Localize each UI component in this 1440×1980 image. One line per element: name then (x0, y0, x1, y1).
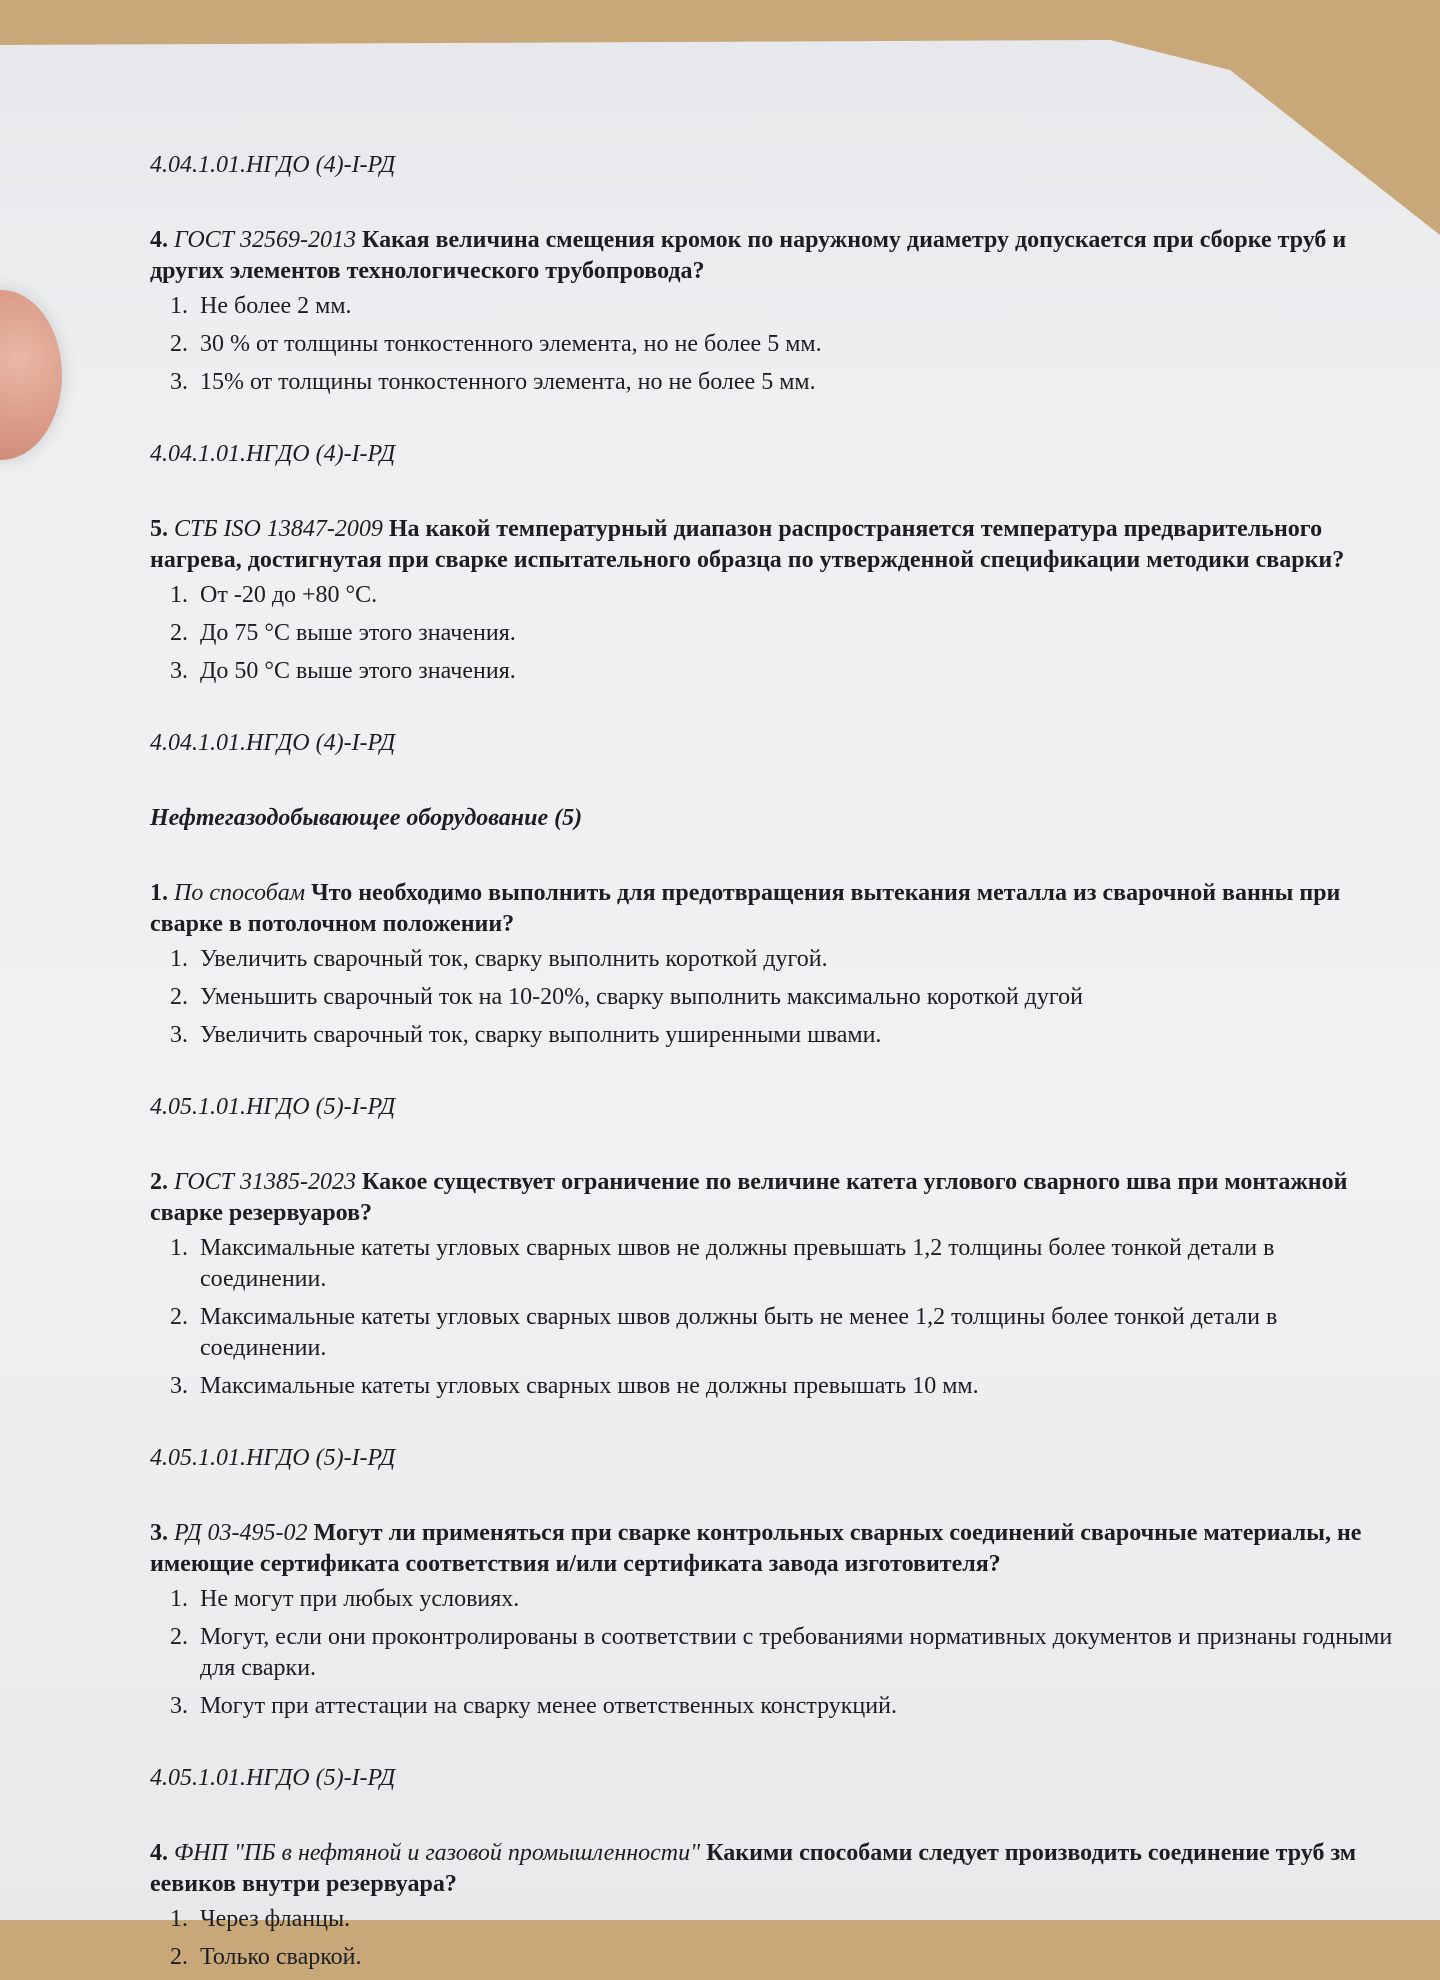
answer-item (150, 618, 1400, 649)
question-text (150, 1838, 1400, 1900)
answer-text: Только сваркой. (200, 1944, 362, 1970)
answer-number: 2. (170, 620, 188, 646)
answer-item (150, 1584, 1400, 1615)
question-body: Могут ли применяться при сварке контрольных сварных соединений сварочные материалы, не имеющие сертификата соответствия и/или сертификата завода изготовителя? (150, 1520, 1362, 1577)
question-text (150, 1518, 1400, 1580)
question-source: ГОСТ 31385-2023 (174, 1169, 357, 1195)
question-code: 4.04.1.01.НГДО (4)-I-РД (150, 730, 396, 756)
question-code: 4.04.1.01.НГДО (4)-I-РД (150, 441, 396, 467)
answer-number: 2. (170, 984, 188, 1010)
answer-number: 3. (170, 1373, 188, 1399)
question-number: 2. (150, 1169, 168, 1195)
answer-text: Увеличить сварочный ток, сварку выполнить короткой дугой. (200, 946, 828, 972)
answer-text: 15% от толщины тонкостенного элемента, но не более 5 мм. (200, 369, 816, 395)
question-block (150, 1167, 1400, 1474)
question-text (150, 514, 1400, 576)
question-body: Что необходимо выполнить для предотвращения вытекания металла из сварочной ванны при сварке в потолочном положении? (150, 880, 1341, 937)
answer-number: 1. (170, 1906, 188, 1932)
answer-item (150, 329, 1400, 360)
question-block (150, 1518, 1400, 1794)
answer-item (150, 1020, 1400, 1051)
answer-text: До 50 °С выше этого значения. (200, 658, 516, 684)
answer-item (150, 1371, 1400, 1402)
question-block (150, 878, 1400, 1123)
question-code: 4.04.1.01.НГДО (4)-I-РД (150, 152, 396, 178)
answer-number: 3. (170, 369, 188, 395)
question-code: 4.05.1.01.НГДО (5)-I-РД (150, 1445, 396, 1471)
answer-item (150, 580, 1400, 611)
answer-text: Максимальные катеты угловых сварных швов не должны превышать 1,2 толщины более тонкой детали в соединении. (200, 1235, 1275, 1292)
answer-text: Не более 2 мм. (200, 293, 352, 319)
question-block (150, 225, 1400, 470)
question-code: 4.05.1.01.НГДО (5)-I-РД (150, 1765, 396, 1791)
answer-number: 1. (170, 582, 188, 608)
answer-item (150, 944, 1400, 975)
answer-number: 1. (170, 946, 188, 972)
answer-item (150, 1302, 1400, 1364)
answer-text: Не могут при любых условиях. (200, 1586, 520, 1612)
answer-number: 1. (170, 1235, 188, 1261)
question-body: Какими способами следует производить соединение труб зм еевиков внутри резервуара? (150, 1840, 1357, 1897)
answer-number: 1. (170, 1586, 188, 1612)
question-code: 4.05.1.01.НГДО (5)-I-РД (150, 1094, 396, 1120)
answer-text: Уменьшить сварочный ток на 10-20%, сварку выполнить максимально короткой дугой (200, 984, 1083, 1010)
answer-item (150, 656, 1400, 687)
document-content (150, 150, 1400, 1980)
answer-item (150, 1942, 1400, 1973)
question-body: Какая величина смещения кромок по наружному диаметру допускается при сборке труб и других элементов технологического трубопровода? (150, 227, 1347, 284)
answer-text: От -20 до +80 °С. (200, 582, 378, 608)
answer-text: Могут, если они проконтролированы в соответствии с требованиями нормативных документов и признаны годными для сварки. (200, 1624, 1393, 1681)
question-source: ФНП "ПБ в нефтяной и газовой промышленности" (174, 1840, 701, 1866)
question-number: 1. (150, 880, 168, 906)
answer-text: Могут при аттестации на сварку менее ответственных конструкций. (200, 1693, 897, 1719)
question-source: По способам (174, 880, 306, 906)
question-number: 5. (150, 516, 168, 542)
answer-text: Максимальные катеты угловых сварных швов должны быть не менее 1,2 толщины более тонкой детали в соединении. (200, 1304, 1278, 1361)
question-number: 3. (150, 1520, 168, 1546)
question-number: 4. (150, 227, 168, 253)
answer-text: 30 % от толщины тонкостенного элемента, но не более 5 мм. (200, 331, 822, 357)
answer-number: 2. (170, 1624, 188, 1650)
answer-item (150, 367, 1400, 398)
question-block (150, 514, 1400, 759)
answer-number: 2. (170, 331, 188, 357)
question-text (150, 225, 1400, 287)
answer-text: Увеличить сварочный ток, сварку выполнить уширенными швами. (200, 1022, 882, 1048)
answer-number: 2. (170, 1944, 188, 1970)
question-body: На какой температурный диапазон распространяется температура предварительного нагрева, достигнутая при сварке испытательного образца по утвержденной спецификации методики сварки? (150, 516, 1345, 573)
answer-list (150, 291, 1400, 398)
answer-item (150, 1233, 1400, 1295)
answer-item (150, 291, 1400, 322)
question-source: РД 03-495-02 (174, 1520, 308, 1546)
answer-item (150, 1691, 1400, 1722)
answer-text: Через фланцы. (200, 1906, 351, 1932)
question-source: ГОСТ 32569-2013 (174, 227, 357, 253)
answer-list (150, 580, 1400, 687)
answer-item (150, 1622, 1400, 1684)
answer-list (150, 944, 1400, 1051)
answer-number: 3. (170, 1693, 188, 1719)
question-text (150, 1167, 1400, 1229)
answer-list (150, 1233, 1400, 1402)
question-block (150, 1838, 1400, 1973)
answer-text: До 75 °С выше этого значения. (200, 620, 516, 646)
answer-number: 2. (170, 1304, 188, 1330)
answer-text: Максимальные катеты угловых сварных швов не должны превышать 10 мм. (200, 1373, 979, 1399)
question-number: 4. (150, 1840, 168, 1866)
section-title: Нефтегазодобывающее оборудование (5) (150, 805, 583, 831)
answer-item (150, 982, 1400, 1013)
question-body: Какое существует ограничение по величине катета углового сварного шва при монтажной сварке резервуаров? (150, 1169, 1348, 1226)
answer-number: 3. (170, 1022, 188, 1048)
answer-number: 3. (170, 658, 188, 684)
answer-list (150, 1584, 1400, 1722)
question-source: СТБ ISO 13847-2009 (174, 516, 383, 542)
question-text (150, 878, 1400, 940)
answer-number: 1. (170, 293, 188, 319)
answer-list (150, 1904, 1400, 1973)
